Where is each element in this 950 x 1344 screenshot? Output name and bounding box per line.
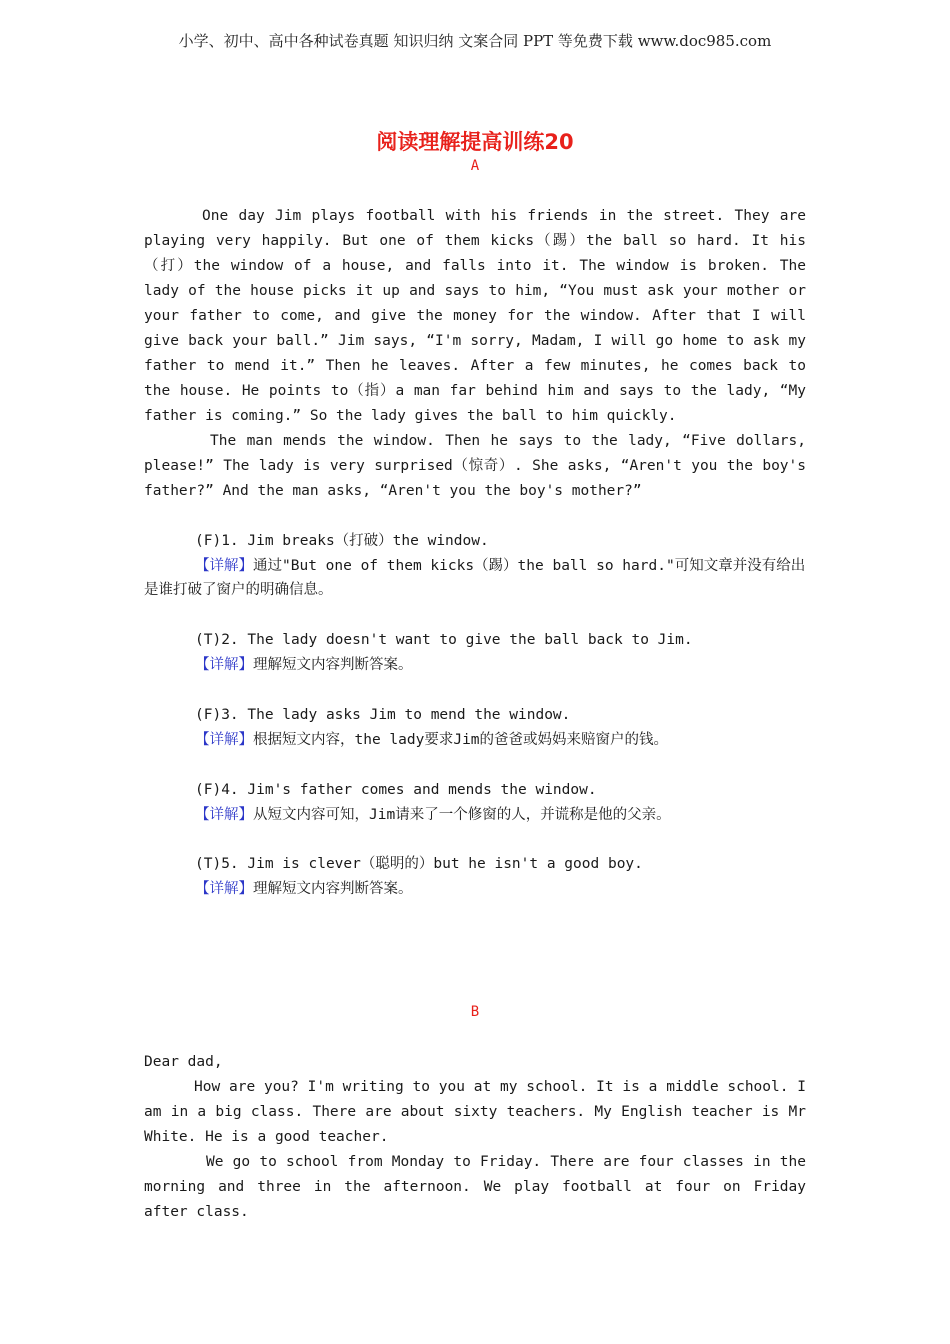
question-5 [144,852,806,901]
explanation [144,653,806,678]
passage-a-paragraph-1: One day Jim plays football with his friends in the street. They are playing very happily. But one of them kicks（踢）the ball so hard. It his（打）the window of a house, and falls into it. The window is broken. The lady of the house picks it up and says to him, “You must ask your mother or your father to come, and give the money for the window. After that I will give back your ball.” Jim says, “I'm sorry, Madam, I will go home to ask my father to mend it.” Then he leaves. After a few minutes, he comes back to the house. He points to（指）a man far behind him and says to the lady, “My father is coming.” So the lady gives the ball to him quickly. [144,208,806,424]
explanation-text: 理解短文内容判断答案。 [253,880,413,897]
question-2 [144,628,806,677]
question-1 [144,529,806,603]
question-text: (T)5. Jim is clever（聪明的）but he isn't a good boy. [195,856,643,872]
explanation-text: 理解短文内容判断答案。 [253,656,413,673]
explanation-text: 从短文内容可知，Jim请来了一个修窗的人，并谎称是他的父亲。 [253,806,671,823]
explain-tag: 【详解】 [195,731,253,748]
explain-tag: 【详解】 [195,656,253,673]
question-text: (F)4. Jim's father comes and mends the window. [195,782,597,798]
page-title: 阅读理解提高训练20 [376,130,574,154]
explanation-text: 通过"But one of them kicks（踢）the ball so hard."可知文章并没有给出是谁打破了窗户的明确信息。 [144,557,806,598]
explanation [144,803,806,828]
explain-tag: 【详解】 [195,557,253,574]
page-header: 小学、初中、高中各种试卷真题 知识归纳 文案合同 PPT 等免费下载 www.doc985.com [178,32,772,50]
question-text: (T)2. The lady doesn't want to give the ball back to Jim. [195,632,693,648]
section-b-label: B [470,1004,480,1020]
letter-greeting: Dear dad, [144,1054,223,1070]
passage-b-paragraph-2: We go to school from Monday to Friday. There are four classes in the morning and three in the afternoon. We play football at four on Friday after class. [144,1154,806,1220]
passage-b-paragraph-1: How are you? I'm writing to you at my school. It is a middle school. I am in a big class. There are about sixty teachers. My English teacher is Mr White. He is a good teacher. [144,1079,806,1145]
explanation [144,877,806,902]
question-4 [144,778,806,827]
explanation [144,728,806,753]
section-a-label: A [470,158,480,174]
question-text: (F)1. Jim breaks（打破）the window. [195,533,489,549]
explain-tag: 【详解】 [195,806,253,823]
question-3 [144,703,806,752]
passage-b [144,1050,806,1225]
passage-a-paragraph-2: The man mends the window. Then he says to the lady, “Five dollars, please!” The lady is very surprised（惊奇）. She asks, “Aren't you the boy's father?” And the man asks, “Aren't you the boy's mother?” [144,433,806,499]
explanation-text: 根据短文内容，the lady要求Jim的爸爸或妈妈来赔窗户的钱。 [253,731,669,748]
explain-tag: 【详解】 [195,880,253,897]
explanation [144,554,806,603]
question-text: (F)3. The lady asks Jim to mend the window. [195,707,571,723]
passage-a [144,204,806,504]
